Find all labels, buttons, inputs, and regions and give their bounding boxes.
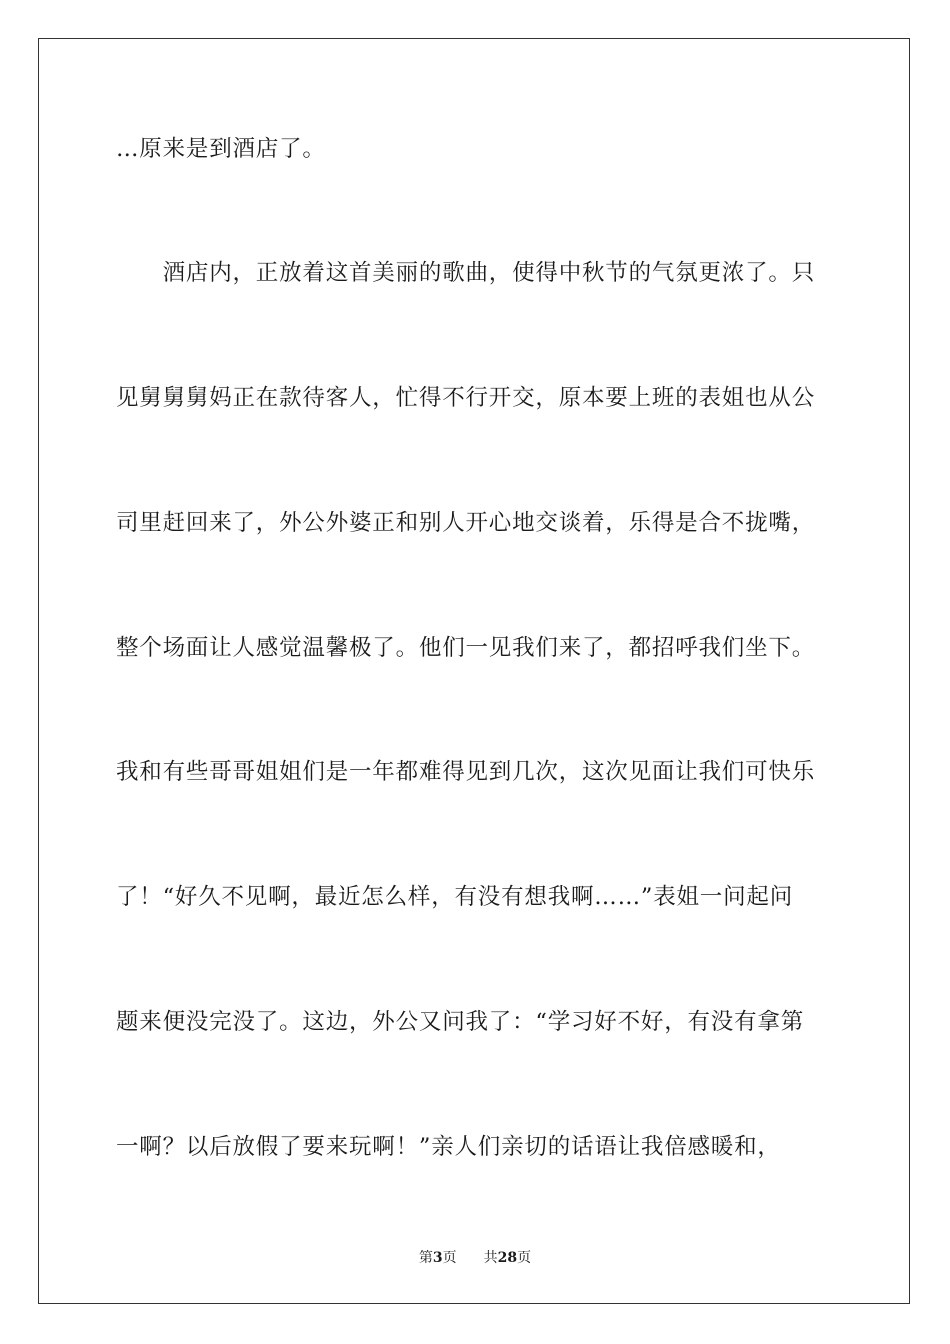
total-label-prefix: 共 <box>483 1250 498 1266</box>
page-frame <box>38 38 910 1304</box>
page-number: 3 <box>432 1250 443 1266</box>
text-line-6: 我和有些哥哥姐姐们是一年都难得见到几次，这次见面让我们可快乐 <box>116 759 816 785</box>
text-line-4: 司里赶回来了，外公外婆正和别人开心地交谈着，乐得是合不拢嘴， <box>116 510 816 536</box>
text-line-5: 整个场面让人感觉温馨极了。他们一见我们来了，都招呼我们坐下。 <box>116 635 816 661</box>
page-label-prefix: 第 <box>418 1250 433 1266</box>
text-line-1: …原来是到酒店了。 <box>116 136 326 162</box>
total-pages: 28 <box>497 1250 518 1266</box>
total-label-suffix: 页 <box>517 1250 532 1266</box>
page-footer <box>0 1248 950 1268</box>
page-label-suffix: 页 <box>442 1250 457 1266</box>
text-line-9: 一啊？以后放假了要来玩啊！”亲人们亲切的话语让我倍感暖和， <box>116 1134 781 1160</box>
text-line-7: 了！“好久不见啊，最近怎么样，有没有想我啊……”表姐一问起问 <box>116 884 794 910</box>
text-line-2: 酒店内，正放着这首美丽的歌曲，使得中秋节的气氛更浓了。只 <box>116 260 816 286</box>
text-line-8: 题来便没完没了。这边，外公又问我了：“学习好不好，有没有拿第 <box>116 1009 805 1035</box>
text-line-3: 见舅舅舅妈正在款待客人，忙得不行开交，原本要上班的表姐也从公 <box>116 385 816 411</box>
